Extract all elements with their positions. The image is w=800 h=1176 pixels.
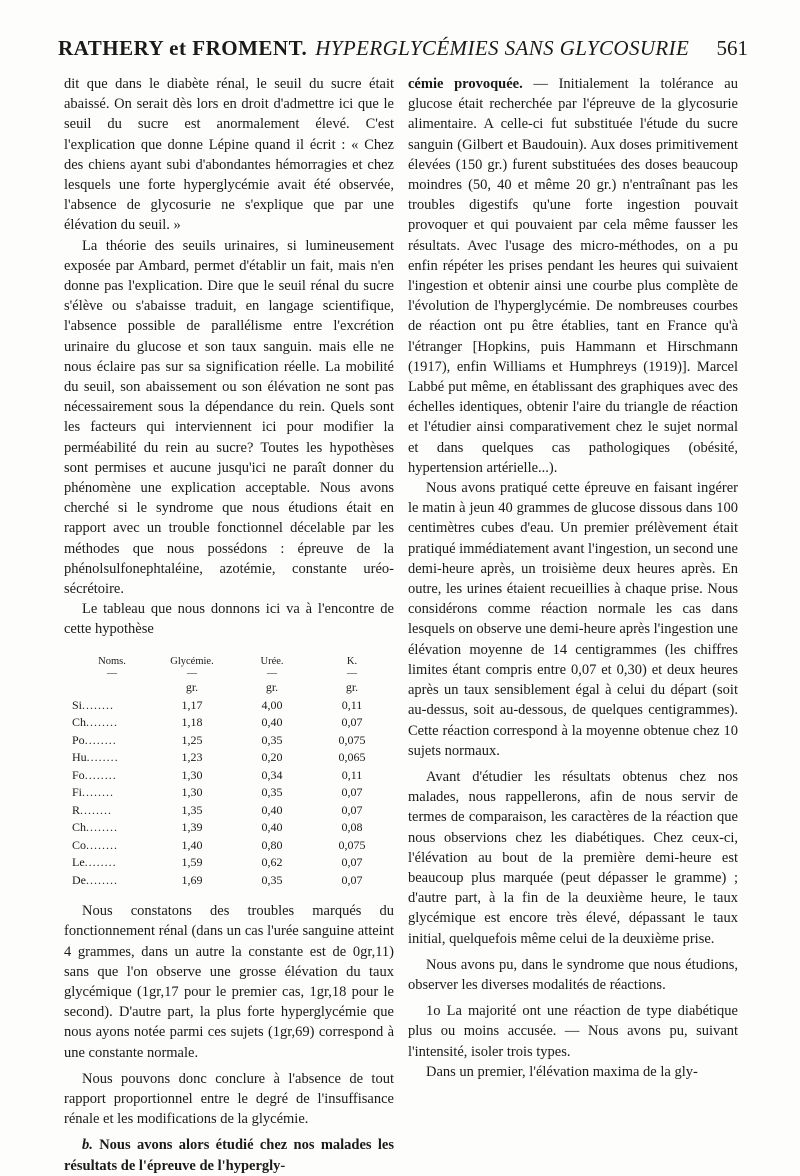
name-cell: Le........	[72, 855, 117, 870]
unit-cell	[72, 679, 152, 697]
table-row	[72, 854, 392, 872]
table-row	[72, 697, 392, 715]
paragraph: Avant d'étudier les résultats obtenus chez nos malades, nous rappellerons, afin de nous servir de termes de comparaison, les caractères de la réaction que nous observions chez les diabétiques. Chez ceux-ci, l'élévation au bout de la première demi-heure est beaucoup plus marquée (peut dépasser le gramme) ; d'autre part, à la fin de la deuxième heure, le taux glycémique est encore très élevé, dépassant le taux initial, quelquefois même celui de la deuxième prise.	[408, 768, 738, 947]
name-cell: Ch........	[72, 820, 119, 835]
value-cell: 1,35	[181, 802, 203, 817]
name-cell: R........	[72, 802, 113, 817]
name-cell: Po........	[72, 732, 117, 747]
value-cell: 1,39	[181, 820, 203, 835]
value-cell: 1,40	[181, 837, 203, 852]
value-cell: 1,23	[181, 750, 203, 765]
paragraph: La théorie des seuils urinaires, si lumineusement exposée par Ambard, permet d'établir un fait, mais n'en donne pas l'explication. Dire que le seuil rénal du sucre s'élève ou s'abaisse traduit, en langage scientifique, l'absence possible de parallélisme entre l'excrétion urinaire du glucose et son taux sanguin. mais elle ne nous éclaire pas sur sa signification réelle. La mobilité du seuil, son abaissement ou son élévation ne sont pas nécessairement sous la dépendance du rein. Quels sont les facteurs qui interviennent ici pour modifier la perméabilité du rein au sucre? Toutes les hypothèses sont permises et aucune jusqu'ici ne paraît donner du phénomène une explication acceptable. Nous avons cherché si le syndrome que nous étudions était en rapport avec un trouble fonctionnel décelable par les méthodes que nous possédons : épreuve de la phénolsulfonephtaléine, azotémie, constante uréo-sécrétoire.	[64, 237, 394, 598]
value-cell: 0,075	[338, 732, 366, 747]
value-cell: 4,00	[261, 697, 283, 712]
leader-dots: ........	[82, 785, 115, 800]
leader-dots: ........	[86, 750, 119, 765]
value-cell: 0,40	[261, 820, 283, 835]
paragraph: Le tableau que nous donnons ici va à l'encontre de cette hypothèse	[64, 601, 394, 638]
leader-dots: ........	[86, 837, 119, 852]
value-cell: 0,11	[341, 697, 363, 712]
value-cell: 0,62	[261, 855, 283, 870]
value-cell: 0,07	[341, 785, 363, 800]
section-label: b.	[82, 1137, 93, 1154]
unit-cell: gr.	[345, 680, 359, 695]
value-cell: 0,07	[341, 715, 363, 730]
right-column	[408, 74, 738, 1082]
leader-dots: ........	[82, 697, 115, 712]
value-cell: 0,07	[341, 802, 363, 817]
leader-dots: ........	[86, 715, 119, 730]
value-cell: 0,07	[341, 872, 363, 887]
table-unit-row	[72, 679, 392, 697]
value-cell: 0,065	[338, 750, 366, 765]
value-cell: 0,80	[261, 837, 283, 852]
header-authors: RATHERY et FROMENT.	[58, 36, 308, 60]
value-cell: 1,30	[181, 785, 203, 800]
paragraph: Dans un premier, l'élévation maxima de la gly-	[426, 1063, 698, 1080]
leader-dots: ........	[86, 872, 118, 887]
section-heading: Nous avons alors étudié chez nos malades les résultats de l'épreuve de l'hypergly-	[64, 1137, 394, 1174]
paragraph: Nous pouvons donc conclure à l'absence de tout rapport proportionnel entre le degré de l'insuffisance rénale et les modifications de la glycémie.	[64, 1070, 394, 1128]
value-cell: 0,35	[261, 872, 283, 887]
section-heading: cémie provoquée.	[408, 76, 523, 92]
table-row	[72, 819, 392, 837]
paragraph: dit que dans le diabète rénal, le seuil du sucre était abaissé. On serait dès lors en droit d'admettre ici que le seuil du sucre est anormalement élevé. C'est l'explication que donne Lépine quand il écrit : « Chez des chiens ayant subi d'abondantes hémorragies et chez lesquels une forte hyperglycémie avait été observée, l'absence de glycosurie ne s'explique que par une élévation du seuil. »	[64, 76, 394, 234]
value-cell: 0,40	[261, 715, 283, 730]
value-cell: 0,07	[341, 855, 363, 870]
header-title: HYPERGLYCÉMIES SANS GLYCOSURIE	[315, 36, 690, 60]
table-row	[72, 802, 392, 820]
table-row	[72, 784, 392, 802]
leader-dots: ........	[80, 802, 113, 817]
paragraph: Nous avons pu, dans le syndrome que nous étudions, observer les diverses modalités de réactions.	[408, 956, 738, 993]
value-cell: 0,11	[341, 767, 363, 782]
name-cell: Co........	[72, 837, 119, 852]
value-cell: 0,35	[261, 785, 283, 800]
value-cell: 1,69	[181, 872, 203, 887]
value-cell: 0,35	[261, 732, 283, 747]
leader-dots: ........	[84, 767, 117, 782]
list-number: 1o	[426, 1003, 441, 1020]
value-cell: 0,20	[261, 750, 283, 765]
name-cell: Fo........	[72, 767, 117, 782]
value-cell: 0,34	[261, 767, 283, 782]
paragraph: cémie provoquée. — Initialement la tolérance au glucose était recherchée par l'épreuve de la glycosurie alimentaire. A celle-ci fut substituée l'étude du sucre sanguin (Gilbert et Baudouin). Aux doses primitivement élevées (150 gr.) furent substituées des doses beaucoup moindres (50, 40 et même 20 gr.) n'entraînant pas les troubles digestifs qu'une forte ingestion pouvait provoquer et qui pouvaient par cela même fausser les résultats. Avec l'usage des micro-méthodes, on a pu enfin répéter les prises pendant les heures qui suivaient l'ingestion et obtenir ainsi une courbe plus complète de l'évolution de l'hyperglycémie. De nombreuses courbes de réaction ont pu être établies, tant en France qu'à l'étranger [Hopkins, puis Hammann et Hirschmann (1917), enfin Williams et Humphreys (1919)]. Marcel Labbé put même, en établissant des graphiques avec des échelles identiques, obtenir l'aire du triangle de réaction et l'étudier ainsi comparativement chez le sujet normal et dans quelques cas pathologiques (obésité, hypertension artérielle...).	[408, 76, 738, 476]
value-cell: 0,40	[261, 802, 283, 817]
value-cell: 1,25	[181, 732, 203, 747]
leader-dots: ........	[86, 820, 119, 835]
page-number: 561	[716, 36, 748, 60]
name-cell: De........	[72, 872, 118, 887]
leader-dots: ........	[84, 732, 117, 747]
table-row	[72, 767, 392, 785]
leader-dots: ........	[84, 855, 117, 870]
unit-cell: gr.	[185, 680, 199, 695]
name-cell: Ch........	[72, 715, 119, 730]
table-row	[72, 714, 392, 732]
column-header: K.	[346, 655, 358, 667]
running-header	[58, 36, 748, 64]
column-header: Urée.	[260, 655, 284, 667]
left-column	[64, 74, 394, 1176]
unit-cell: gr.	[265, 680, 279, 695]
table-row	[72, 732, 392, 750]
value-cell: 1,30	[181, 767, 203, 782]
name-cell: Fi........	[72, 785, 115, 800]
name-cell: Hu........	[72, 750, 119, 765]
data-table	[72, 654, 392, 890]
name-cell: Si........	[72, 697, 115, 712]
table-row	[72, 837, 392, 855]
paragraph: Nous avons pratiqué cette épreuve en faisant ingérer le matin à jeun 40 grammes de glucose dissous dans 100 centimètres cubes d'eau. Un premier prélèvement était pratiqué immédiatement avant l'ingestion, un second une demi-heure après, un troisième deux heures après. En outre, les urines étaient recueillies à chaque prise. Nous considérons comme réaction normale les cas dans lesquels on observe une demi-heure après l'ingestion une élévation moyenne de 14 centigrammes (les chiffres limites étant compris entre 0,07 et 0,30) et deux heures après un taux sensiblement égal à celui du départ (soit au-dessus, soit au-dessous, de quelques centigrammes). Cette réaction correspond à la moyenne obtenue chez 10 sujets normaux.	[408, 480, 738, 759]
value-cell: 1,18	[181, 715, 203, 730]
table-row	[72, 872, 392, 890]
paragraph: 1o La majorité ont une réaction de type diabétique plus ou moins accusée. — Nous avons pu, suivant l'intensité, isoler trois types.	[408, 1003, 738, 1060]
column-header: Noms.	[98, 655, 126, 667]
table-header-row	[72, 654, 392, 669]
table-row	[72, 749, 392, 767]
value-cell: 1,17	[181, 697, 203, 712]
value-cell: 0,08	[341, 820, 363, 835]
value-cell: 1,59	[181, 855, 203, 870]
paragraph	[64, 1135, 394, 1175]
column-header: Glycémie.	[170, 655, 214, 667]
table-rule-row: — — — —	[107, 667, 357, 679]
paragraph: Nous constatons des troubles marqués du fonctionnement rénal (dans un cas l'urée sanguine atteint 4 grammes, dans un autre la constante est de 0gr,11) sans que l'on observe une grosse élévation du taux glycémique (1gr,17 pour le premier cas, 1gr,18 pour le second). D'autre part, la plus forte hyperglycémie que nous ayons notée parmi ces sujets (1gr,69) correspond à une constante normale.	[64, 903, 394, 1061]
value-cell: 0,075	[338, 837, 366, 852]
